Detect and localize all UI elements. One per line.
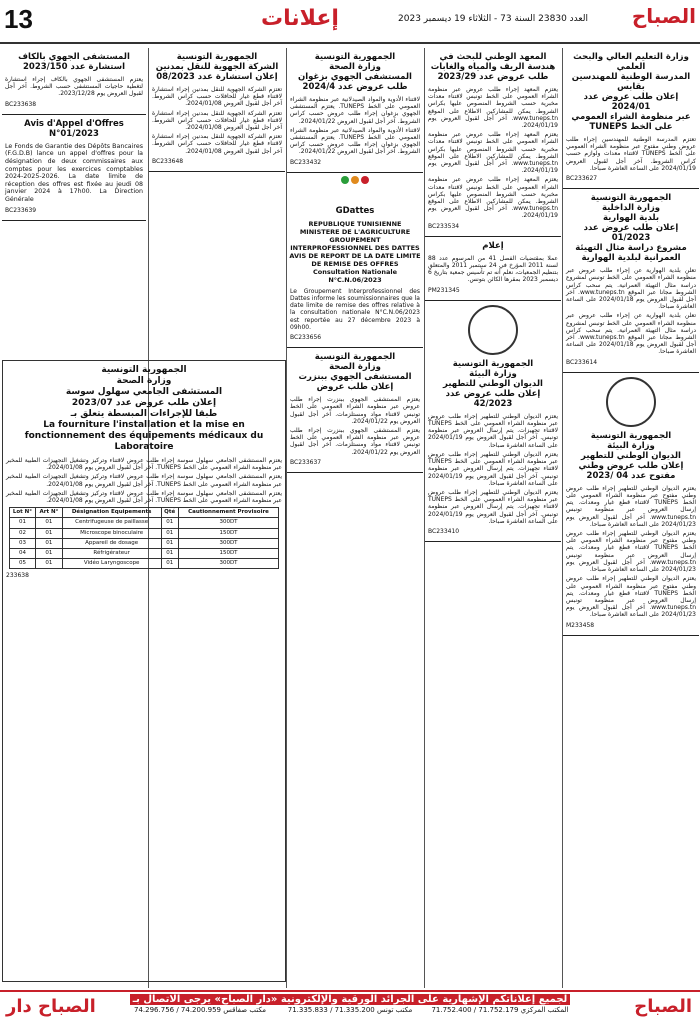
ad-srt-medenine [149, 52, 285, 172]
ad-body: تعتزم المدرسة الوطنية للمهندسين إجراء طلب عروض وطني مفتوح عبر منظومة الشراء العمومي على الخط TUNEPS لاقتناء معدات ولوازم حسب كراس الشروط. آخر أجل لقبول العروض 2024/01/19 على الساعة العاشرة صباحا. [566, 136, 696, 172]
table-row [9, 528, 279, 538]
ad-association [425, 241, 561, 301]
ad-code: BC233638 [5, 100, 37, 108]
ad-bizerte [287, 352, 423, 473]
section-title: إعلانات [261, 6, 339, 31]
footer-logo-right: الصباح [634, 996, 692, 1017]
table-cell: 300DT [178, 559, 279, 569]
onas-seal-icon [606, 377, 656, 427]
footer-tunis-office: مكتب تونس 71.335.200 / 71.335.833 [287, 1006, 413, 1014]
ad-inrgref [425, 52, 561, 237]
table-cell: 04 [9, 549, 36, 559]
ad-body: يعتزم الديوان الوطني للتطهير إجراء طلب عروض عبر منظومة الشراء العمومي على الخط TUNEPS لاقتناء تجهيزات. يتم إرسال العروض عبر منظومة تونبس. آخر أجل لقبول العروض يوم 2024/01/19 على الساعة العاشرة صباحا. [428, 488, 558, 525]
ad-code: BC233656 [290, 334, 322, 342]
table-cell: 01 [36, 538, 62, 548]
table-cell: 150DT [178, 549, 279, 559]
table-cell: 01 [36, 549, 62, 559]
table-header: Lot N° [9, 508, 36, 518]
table-header: Cautionnement Provisoire [178, 508, 279, 518]
ad-title: المستشفى الجهوي بالكاف استشارة عدد 2023/150 [18, 52, 130, 72]
equipment-table [9, 507, 280, 569]
table-cell: 01 [161, 559, 178, 569]
ad-sahloul [2, 360, 286, 982]
gidattes-logo-text: GDattes [335, 205, 375, 216]
table-cell: 01 [161, 518, 178, 528]
onas-seal-icon [468, 305, 518, 355]
ad-body: يعتزم الديوان الوطني للتطهير إجراء طلب عروض وطني مفتوح عبر منظومة الشراء العمومي على الخط TUNEPS لاقتناء قطع غيار ومعدات. يتم إرسال العروض عبر منظومة تونبس www.tuneps.tn. آخر أجل لقبول العروض يوم 2024/01/23 على الساعة العاشرة صباحا. [566, 575, 696, 619]
table-header: Art N° [36, 508, 62, 518]
footer-title: لجميع إعلاناتكم الإشهارية على الجرائد الورقية والإلكترونية «دار الصباح» يرجى الاتصال بـ [130, 994, 570, 1005]
ad-title: الجمهورية التونسية وزارة البيئة الديوان الوطني للتطهير إعلان طلب عروض عدد 42/2023 [443, 358, 543, 409]
ad-body: يعتزم المعهد إجراء طلب عروض عبر منظومة الشراء العمومي على الخط تونبس لاقتناء معدات مخبرية حسب الشروط المنصوص عليها بكراس الشروط. يمكن للمشاركين الاطلاع على الموقع www.tuneps.tn. آخر أجل لقبول العروض يوم 2024/01/19. [428, 131, 558, 175]
ad-body: لاقتناء الأدوية والمواد الصيدلانية عبر منظومة الشراء العمومي على الخط TUNEPS. يعتزم المستشفى الجهوي بزغوان إجراء طلب عروض حسب كراس الشروط. آخر أجل لقبول العروض 2024/01/22. [290, 96, 420, 125]
ad-body: عملا بمقتضيات الفصل 41 من المرسوم عدد 88 لسنة 2011 المؤرخ في 24 سبتمبر 2011 والمتعلق بتنظيم الجمعيات، نعلم أنه تم تأسيس جمعية بتاريخ 6 ديسمبر 2023 بمقرها الكائن بتونس. [428, 254, 558, 284]
ad-title: المعهد الوطني للبحث في هندسة الريف والمياه والغابات طلب عروض عدد 2023/29 [430, 52, 556, 82]
page-number: 13 [4, 4, 33, 34]
ad-title: وزارة التعليم العالي والبحث العلمي المدرسة الوطنية للمهندسين بقابس إعلان طلب عروض عدد 2024/01 عبر منظومة الشراء العمومي على الخط TUNEPS [571, 52, 691, 132]
ad-code: BC233637 [290, 458, 322, 466]
table-cell: 01 [161, 538, 178, 548]
ad-body: لاقتناء الأدوية والمواد الصيدلانية عبر منظومة الشراء العمومي على الخط TUNEPS. يعتزم المستشفى الجهوي بزغوان إجراء طلب عروض حسب كراس الشروط. آخر أجل لقبول العروض 2024/01/22. [290, 126, 420, 156]
table-cell: Microscope binoculaire [62, 528, 161, 538]
ad-code: BC233627 [566, 175, 598, 183]
table-cell: 05 [9, 559, 36, 569]
table-cell: 300DT [178, 518, 279, 528]
ad-body: يعتزم الديوان الوطني للتطهير إجراء طلب عروض عبر منظومة الشراء العمومي على الخط TUNEPS لاقتناء تجهيزات. يتم إرسال العروض عبر منظومة تونبس. آخر أجل لقبول العروض يوم 2024/01/19 على الساعة العاشرة صباحا. [428, 450, 558, 487]
table-cell: 01 [9, 518, 36, 528]
table-cell: 01 [161, 528, 178, 538]
table-cell: 01 [36, 518, 62, 528]
ad-hawaria [563, 193, 699, 373]
table-cell: Appareil de dosage [62, 538, 161, 548]
ad-title: الجمهورية التونسية وزارة البيئة الديوان الوطني للتطهير إعلان طلب عروض وطني مفتوح عدد 04 /2023 [578, 430, 684, 481]
ad-body: تعلن بلدية الهوارية عن إجراء طلب عروض عبر منظومة الشراء العمومي على الخط تونبس لمشروع دراسة مثال التهيئة العمرانية. يتم سحب كراس الشروط مجانا عبر الموقع www.tuneps.tn. آخر أجل لقبول العروض يوم 2024/01/18 على الساعة العاشرة صباحا. [566, 312, 696, 356]
table-row [9, 518, 279, 528]
ad-title: REPUBLIQUE TUNISIENNE MINISTERE DE L'AGRICULTURE GROUPEMENT INTERPROFESSIONNEL DES DATTES AVIS DE REPORT DE LA DATE LIMITE DE REMISE DES OFFRES Consultation Nationale N°C.N.06/2023 [289, 219, 421, 284]
table-row [9, 559, 279, 569]
page-header [0, 0, 700, 44]
footer-sfax-office: مكتب صفاقس 74.200.959 / 74.296.756 [134, 1006, 266, 1014]
ad-code: BC233614 [566, 358, 598, 366]
ad-body: يعتزم المستشفى الجامعي سهلول سوسة إجراء طلب عروض لاقتناء وتركيز وتشغيل التجهيزات الطبية للمخبر عبر منظومة الشراء العمومي على الخط TUNEPS. آخر أجل لقبول العروض يوم 2024/01/08. [6, 473, 282, 488]
ad-title: الجمهورية التونسية وزارة الصحة المستشفى الجامعي سهلول سوسة إعلان طلب عروض عدد 2023/07 طبقا للإجراءات المبسطة يتعلق بـ La fourniture l'installation et la mise en fonctionnement des équipements médicaux du Laboratoire [24, 365, 264, 452]
ad-body: يعتزم الديوان الوطني للتطهير إجراء طلب عروض عبر منظومة الشراء العمومي على الخط TUNEPS لاقتناء تجهيزات. يتم إرسال العروض عبر منظومة تونبس. آخر أجل لقبول العروض يوم 2024/01/19 على الساعة العاشرة صباحا. [428, 412, 558, 449]
ad-gidattes [287, 176, 423, 348]
ad-body: يعتزم المستشفى الجهوي ببنزرت إجراء طلب عروض عبر منظومة الشراء العمومي على الخط تونبس لاقتناء مواد ومستلزمات. آخر أجل لقبول العروض يوم 2024/01/22. [290, 396, 420, 425]
ad-code: BC233648 [152, 157, 184, 165]
ad-title: الجمهورية التونسية الشركة الجهوية للنقل بمدنين إعلان استشارة عدد 08/2023 [155, 52, 279, 82]
ad-body: Le Groupement Interprofessionnel des Dattes informe les soumissionnaires que la date limite de remise des offres relative à la consultation nationale N°C.N.06/2023 est reportée au 27 décembre 2023 à 09h00. [290, 287, 420, 331]
ad-body: تعتزم الشركة الجهوية للنقل بمدنين إجراء استشارة لاقتناء قطع غيار للحافلات حسب كراس الشروط. آخر أجل لقبول العروض 2024/01/08. [152, 109, 282, 132]
table-header: Qté [161, 508, 178, 518]
ad-code: M233458 [566, 621, 595, 629]
ad-zaghouan [287, 52, 423, 173]
ad-body: يعتزم المعهد إجراء طلب عروض عبر منظومة الشراء العمومي على الخط تونبس لاقتناء معدات مخبرية حسب الشروط المنصوص عليها بكراس الشروط. يمكن للمشاركين الاطلاع على الموقع www.tuneps.tn. آخر أجل لقبول العروض يوم 2024/01/19. [428, 176, 558, 220]
ad-body: يعتزم المستشفى الجهوي ببنزرت إجراء طلب عروض عبر منظومة الشراء العمومي على الخط تونبس لاقتناء مواد ومستلزمات. آخر أجل لقبول العروض يوم 2024/01/22. [290, 427, 420, 456]
ad-enig [563, 52, 699, 189]
ad-onas [563, 377, 699, 636]
ad-body: يعتزم الديوان الوطني للتطهير إجراء طلب عروض وطني مفتوح عبر منظومة الشراء العمومي على الخط TUNEPS لاقتناء قطع غيار ومعدات. يتم إرسال العروض عبر منظومة تونبس www.tuneps.tn. آخر أجل لقبول العروض يوم 2024/01/23 على الساعة العاشرة صباحا. [566, 484, 696, 528]
table-cell: 01 [161, 549, 178, 559]
table-cell: Centrifugeuse de paillasse [62, 518, 161, 528]
table-cell: Vidéo Laryngoscope [62, 559, 161, 569]
table-row [9, 538, 279, 548]
table-cell: 150DT [178, 528, 279, 538]
ad-title: الجمهورية التونسية وزارة الصحة المستشفى الجهوي بزغوان طلب عروض عدد 2024/4 [298, 52, 412, 92]
ad-code: BC233410 [428, 527, 460, 535]
ad-onas-2 [425, 305, 561, 542]
table-cell: 01 [36, 559, 62, 569]
column-5 [2, 48, 146, 354]
ad-fgdb [2, 119, 146, 221]
issue-date: العدد 23830 السنة 73 - الثلاثاء 19 ديسمبر 2023 [398, 14, 588, 24]
ad-code: PM231345 [428, 286, 460, 294]
ad-body: تعتزم الشركة الجهوية للنقل بمدنين إجراء استشارة لاقتناء قطع غيار للحافلات حسب كراس الشروط. آخر أجل لقبول العروض 2024/01/08. [152, 86, 282, 108]
table-cell: 01 [36, 528, 62, 538]
ad-body: يعتزم المستشفى الجامعي سهلول سوسة إجراء طلب عروض لاقتناء وتركيز وتشغيل التجهيزات الطبية للمخبر عبر منظومة الشراء العمومي على الخط TUNEPS. آخر أجل لقبول العروض يوم 2024/01/08. [6, 489, 282, 505]
ad-code: BC233432 [290, 158, 322, 166]
ad-title: Avis d'Appel d'Offres N°01/2023 [24, 118, 124, 139]
footer-logo-left: الصباح دار [6, 996, 96, 1017]
column-3 [286, 48, 423, 988]
table-header-row [9, 508, 279, 518]
ad-kef [2, 52, 146, 115]
page-footer [0, 990, 700, 1030]
ad-body: يعتزم المعهد إجراء طلب عروض عبر منظومة الشراء العمومي على الخط تونبس لاقتناء معدات مخبرية حسب الشروط المنصوص عليها بكراس الشروط. يمكن للمشاركين الاطلاع على الموقع www.tuneps.tn. آخر أجل لقبول العروض يوم 2024/01/19. [428, 86, 558, 130]
ad-code: BC233534 [428, 222, 460, 230]
ad-body: تعتزم الشركة الجهوية للنقل بمدنين إجراء استشارة لاقتناء قطع غيار للحافلات حسب كراس الشروط. آخر أجل لقبول العروض 2024/01/08. [152, 133, 282, 155]
ad-code: 233638 [6, 572, 29, 580]
table-cell: 03 [9, 538, 36, 548]
column-2 [424, 48, 561, 988]
table-cell: Réfrigérateur [62, 549, 161, 559]
ad-code: BC233639 [5, 206, 37, 214]
ad-body: يعتزم الديوان الوطني للتطهير إجراء طلب عروض وطني مفتوح عبر منظومة الشراء العمومي على الخط TUNEPS لاقتناء قطع غيار ومعدات. يتم إرسال العروض عبر منظومة تونبس www.tuneps.tn. آخر أجل لقبول العروض يوم 2024/01/23 على الساعة العاشرة صباحا. [566, 530, 696, 574]
ad-title: الجمهورية التونسية وزارة الداخلية بلدية الهوارية إعلان طلب عروض عدد 01/2023 مشروع دراسة مثال التهيئة العمرانية لبلدية الهوارية [575, 193, 687, 264]
table-header: Désignation Equipements [62, 508, 161, 518]
ad-body: يعتزم المستشفى الجامعي سهلول سوسة إجراء طلب عروض لاقتناء وتركيز وتشغيل التجهيزات الطبية للمخبر عبر منظومة الشراء العمومي على الخط TUNEPS. آخر أجل لقبول العروض يوم 2024/01/08. [6, 457, 282, 472]
gidattes-logo-icon [335, 176, 375, 202]
newspaper-logo: الصباح [631, 4, 696, 28]
ad-title: إعلام [482, 240, 504, 251]
ad-title: الجمهورية التونسية وزارة الصحة المستشفى الجهوي ببنزرت إعلان طلب عروض [298, 352, 412, 393]
footer-main-office: المكتب المركزي 71.752.179 / 71.752.400 [431, 1006, 569, 1014]
table-cell: 300DT [178, 538, 279, 548]
ad-body: Le Fonds de Garantie des Dépôts Bancaires (F.G.D.B) lance un appel d'offres pour la désignation de deux commissaires aux comptes pour les exercices comptables 2024-2025-2026. La date limite de réception des offres est fixée au jeudi 08 janvier 2024 à 17h00. La Direction Générale [5, 142, 143, 203]
column-1 [562, 48, 699, 988]
table-row [9, 549, 279, 559]
table-cell: 02 [9, 528, 36, 538]
ad-body: تعلن بلدية الهوارية عن إجراء طلب عروض عبر منظومة الشراء العمومي على الخط تونبس لمشروع دراسة مثال التهيئة العمرانية. يتم سحب كراس الشروط مجانا عبر الموقع www.tuneps.tn. آخر أجل لقبول العروض يوم 2024/01/18 على الساعة العاشرة صباحا. [566, 267, 696, 311]
ad-body: يعتزم المستشفى الجهوي بالكاف إجراء استشارة لتغطية حاجيات المستشفى حسب الشروط. آخر أجل لقبول العروض يوم 2023/12/28. [5, 76, 143, 98]
